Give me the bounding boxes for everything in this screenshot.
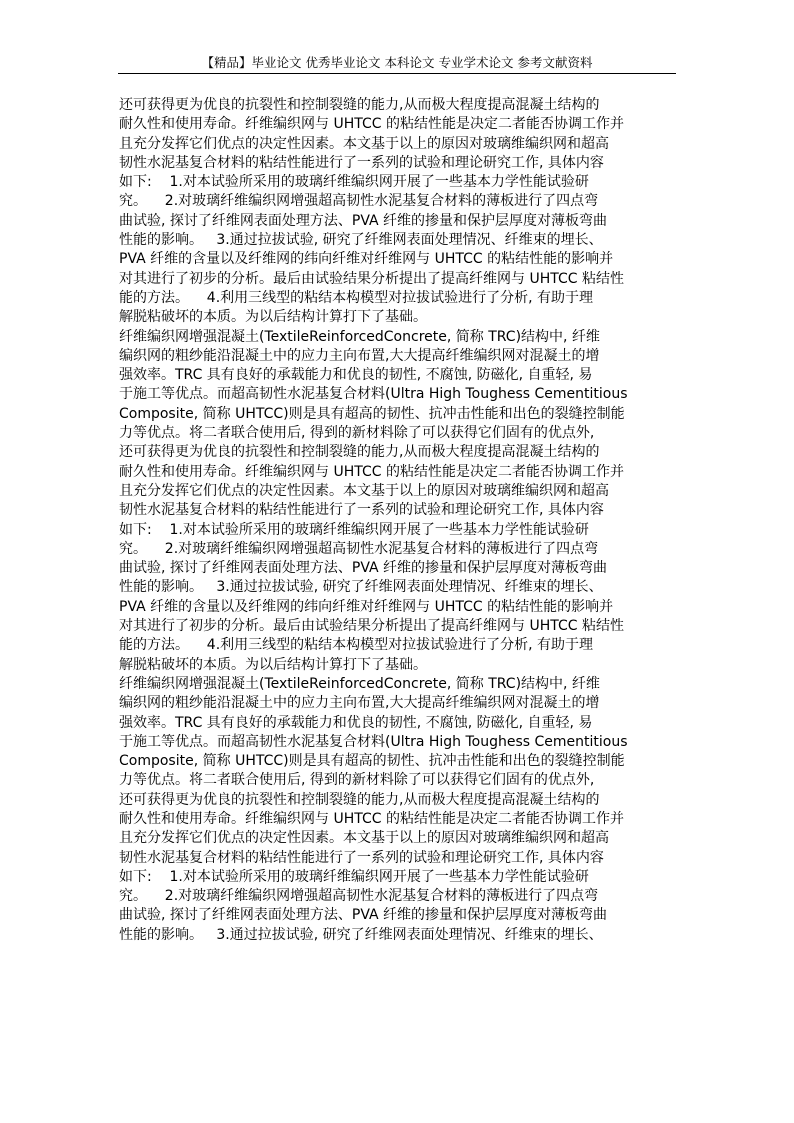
document-body xyxy=(119,96,679,945)
text-line: 于施工等优点。而超高韧性水泥基复合材料(Ultra High Toughess Cementitious xyxy=(119,386,628,403)
text-line: 究。 2.对玻璃纤维编织网增强超高韧性水泥基复合材料的薄板进行了四点弯 xyxy=(119,193,599,210)
text-line: 强效率。TRC 具有良好的承载能力和优良的韧性, 不腐蚀, 防磁化, 自重轻, 易 xyxy=(119,714,593,731)
text-line: 解脱粘破坏的本质。为以后结构计算打下了基础。 xyxy=(119,309,427,326)
text-line: 曲试验, 探讨了纤维网表面处理方法、PVA 纤维的掺量和保护层厚度对薄板弯曲 xyxy=(119,560,608,577)
text-line: 还可获得更为优良的抗裂性和控制裂缝的能力,从而极大程度提高混凝土结构的 xyxy=(119,444,600,461)
text-line: 解脱粘破坏的本质。为以后结构计算打下了基础。 xyxy=(119,656,427,673)
text-line: 如下: 1.对本试验所采用的玻璃纤维编织网开展了一些基本力学性能试验研 xyxy=(119,521,589,538)
text-line: 力等优点。将二者联合使用后, 得到的新材料除了可以获得它们固有的优点外, xyxy=(119,425,595,442)
text-line: 耐久性和使用寿命。纤维编织网与 UHTCC 的粘结性能是决定二者能否协调工作并 xyxy=(119,463,624,480)
text-line: 性能的影响。 3.通过拉拔试验, 研究了纤维网表面处理情况、纤维束的埋长、 xyxy=(119,926,603,943)
text-line: 还可获得更为优良的抗裂性和控制裂缝的能力,从而极大程度提高混凝土结构的 xyxy=(119,791,600,808)
text-line: 强效率。TRC 具有良好的承载能力和优良的韧性, 不腐蚀, 防磁化, 自重轻, 易 xyxy=(119,367,593,384)
text-line: 如下: 1.对本试验所采用的玻璃纤维编织网开展了一些基本力学性能试验研 xyxy=(119,868,589,885)
text-line: 耐久性和使用寿命。纤维编织网与 UHTCC 的粘结性能是决定二者能否协调工作并 xyxy=(119,810,624,827)
text-line: 编织网的粗纱能沿混凝土中的应力主向布置,大大提高纤维编织网对混凝土的增 xyxy=(119,347,600,364)
text-line: 对其进行了初步的分析。最后由试验结果分析提出了提高纤维网与 UHTCC 粘结性 xyxy=(119,270,624,287)
text-line: 力等优点。将二者联合使用后, 得到的新材料除了可以获得它们固有的优点外, xyxy=(119,772,595,789)
text-line: 且充分发挥它们优点的决定性因素。本文基于以上的原因对玻璃维编织网和超高 xyxy=(119,135,609,152)
text-line: 韧性水泥基复合材料的粘结性能进行了一系列的试验和理论研究工作, 具体内容 xyxy=(119,154,604,171)
text-line: 能的方法。 4.利用三线型的粘结本构模型对拉拔试验进行了分析, 有助于理 xyxy=(119,289,594,306)
text-line: 耐久性和使用寿命。纤维编织网与 UHTCC 的粘结性能是决定二者能否协调工作并 xyxy=(119,116,624,133)
text-line: 性能的影响。 3.通过拉拔试验, 研究了纤维网表面处理情况、纤维束的埋长、 xyxy=(119,579,603,596)
text-line: 究。 2.对玻璃纤维编织网增强超高韧性水泥基复合材料的薄板进行了四点弯 xyxy=(119,888,599,905)
text-line: 如下: 1.对本试验所采用的玻璃纤维编织网开展了一些基本力学性能试验研 xyxy=(119,174,589,191)
text-line: 且充分发挥它们优点的决定性因素。本文基于以上的原因对玻璃维编织网和超高 xyxy=(119,830,609,847)
text-line: 能的方法。 4.利用三线型的粘结本构模型对拉拔试验进行了分析, 有助于理 xyxy=(119,637,594,654)
text-line: 纤维编织网增强混凝土(TextileReinforcedConcrete, 简称 TRC)结构中, 纤维 xyxy=(119,328,600,345)
text-line: PVA 纤维的含量以及纤维网的纬向纤维对纤维网与 UHTCC 的粘结性能的影响并 xyxy=(119,598,614,615)
text-line: 对其进行了初步的分析。最后由试验结果分析提出了提高纤维网与 UHTCC 粘结性 xyxy=(119,618,624,635)
text-line: Composite, 简称 UHTCC)则是具有超高的韧性、抗冲击性能和出色的裂缝控制能 xyxy=(119,405,625,422)
header-divider xyxy=(118,73,676,74)
text-line: 于施工等优点。而超高韧性水泥基复合材料(Ultra High Toughess Cementitious xyxy=(119,733,628,750)
page-header xyxy=(118,54,676,72)
text-line: 韧性水泥基复合材料的粘结性能进行了一系列的试验和理论研究工作, 具体内容 xyxy=(119,502,604,519)
text-line: 曲试验, 探讨了纤维网表面处理方法、PVA 纤维的掺量和保护层厚度对薄板弯曲 xyxy=(119,212,608,229)
text-line: 韧性水泥基复合材料的粘结性能进行了一系列的试验和理论研究工作, 具体内容 xyxy=(119,849,604,866)
text-line: PVA 纤维的含量以及纤维网的纬向纤维对纤维网与 UHTCC 的粘结性能的影响并 xyxy=(119,251,614,268)
text-line: 纤维编织网增强混凝土(TextileReinforcedConcrete, 简称 TRC)结构中, 纤维 xyxy=(119,675,600,692)
text-line: 且充分发挥它们优点的决定性因素。本文基于以上的原因对玻璃维编织网和超高 xyxy=(119,482,609,499)
text-line: 性能的影响。 3.通过拉拔试验, 研究了纤维网表面处理情况、纤维束的埋长、 xyxy=(119,232,603,249)
text-line: 究。 2.对玻璃纤维编织网增强超高韧性水泥基复合材料的薄板进行了四点弯 xyxy=(119,540,599,557)
text-line: 编织网的粗纱能沿混凝土中的应力主向布置,大大提高纤维编织网对混凝土的增 xyxy=(119,695,600,712)
text-line: 曲试验, 探讨了纤维网表面处理方法、PVA 纤维的掺量和保护层厚度对薄板弯曲 xyxy=(119,907,608,924)
header-text: 【精品】毕业论文 优秀毕业论文 本科论文 专业学术论文 参考文献资料 xyxy=(201,55,593,70)
text-line: Composite, 简称 UHTCC)则是具有超高的韧性、抗冲击性能和出色的裂缝控制能 xyxy=(119,753,625,770)
text-line: 还可获得更为优良的抗裂性和控制裂缝的能力,从而极大程度提高混凝土结构的 xyxy=(119,97,600,113)
